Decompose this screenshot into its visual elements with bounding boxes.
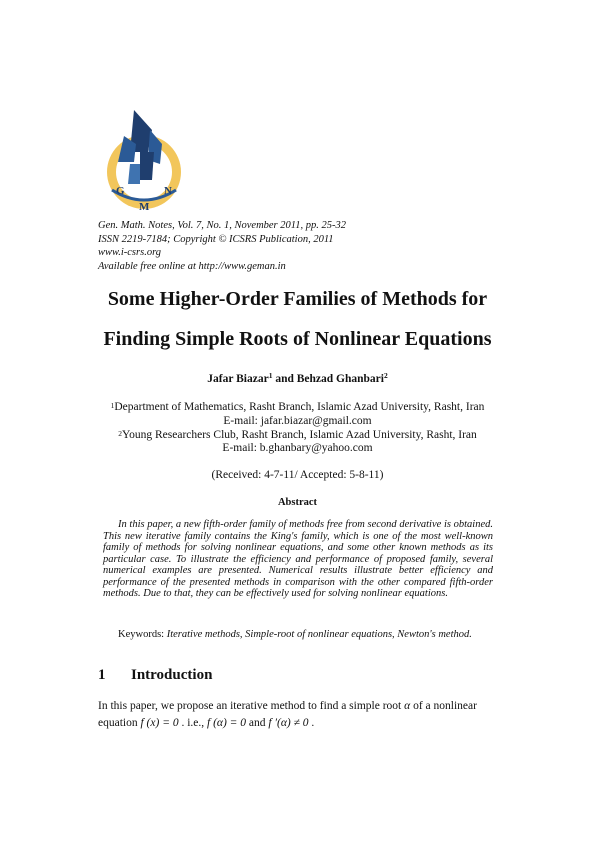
keywords-label: Keywords [118, 629, 162, 640]
intro-text: . i.e., [178, 717, 208, 729]
author-name: Behzad Ghanbari [296, 373, 384, 385]
journal-logo [104, 100, 184, 215]
author-affiliation-mark: 2 [383, 371, 388, 380]
logo-letter-n: N [164, 185, 172, 197]
affiliations [0, 401, 595, 456]
journal-info [98, 219, 346, 273]
section-heading [98, 667, 212, 684]
equation: f (α) = 0 [207, 717, 247, 729]
abstract-heading: Abstract [277, 497, 318, 508]
gmn-logo-graphic [104, 100, 184, 215]
affiliation-text: Young Researchers Club, Rasht Branch, Islamic Azad University, Rasht, Iran [121, 428, 477, 441]
abstract-text: In this paper, a new fifth-order family of methods free from second derivative is obtained. This new iterative family contains the King's family, which is one of the most well-known family of methods for solving nonlinear equations, and some other known methods as its particular case. To illustrate the efficiency and performance of proposed family, several numerical examples are presented. Numerical results illustrate better efficiency and performance of the presented methods in comparison with the other compared fifth-order methods. Due to that, they can be effectively used for solving nonlinear equations. [103, 519, 493, 599]
keywords-text: Iterative methods, Simple-root of nonlinear equations, Newton's method. [166, 629, 472, 640]
paper-title-line-1: Some Higher-Order Families of Methods for [107, 288, 488, 310]
section-number: 1 [98, 667, 106, 683]
affiliation-email[interactable]: E-mail: jafar.biazar@gmail.com [223, 414, 372, 427]
affiliation-mark: 2 [118, 428, 122, 438]
journal-availability[interactable]: Available free online at http://www.geman.in [98, 260, 286, 272]
intro-text: In this paper, we propose an iterative method to find a simple root [98, 700, 405, 712]
equation: f ′(α) ≠ 0 [268, 717, 309, 729]
journal-citation: Gen. Math. Notes, Vol. 7, No. 1, November 2011, pp. 25-32 [98, 220, 346, 231]
intro-text: and [246, 717, 269, 729]
equation: f (x) = 0 [140, 717, 179, 729]
intro-text: . [308, 717, 315, 729]
affiliation-line [0, 401, 595, 415]
author-joiner: and [272, 373, 297, 385]
author-affiliation-mark: 1 [268, 371, 273, 380]
logo-sail-low [128, 164, 140, 184]
section-title: Introduction [131, 667, 213, 683]
logo-letter-m: M [139, 201, 150, 213]
logo-letter-g: G [116, 185, 125, 197]
author-list [0, 373, 595, 385]
affiliation-line [0, 429, 595, 443]
affiliation-mark: 1 [110, 401, 115, 410]
intro-text: of a nonlinear equation [98, 700, 477, 729]
logo-sail-center [140, 152, 154, 180]
keywords: Keywords: Iterative methods, Simple-root of nonlinear equations, Newton's method. [118, 629, 472, 640]
intro-paragraph [98, 698, 498, 732]
journal-website[interactable]: www.i-csrs.org [98, 247, 162, 258]
received-dates: (Received: 4-7-11/ Accepted: 5-8-11) [211, 469, 384, 481]
affiliation-text: Department of Mathematics, Rasht Branch, Islamic Azad University, Rasht, Iran [114, 401, 485, 413]
affiliation-email[interactable]: E-mail: b.ghanbary@yahoo.com [222, 442, 373, 455]
root-symbol: α [404, 700, 411, 712]
journal-issn: ISSN 2219-7184; Copyright © ICSRS Publication, 2011 [98, 233, 334, 245]
author-name: Jafar Biazar [207, 373, 269, 385]
paper-title-line-2: Finding Simple Roots of Nonlinear Equations [103, 328, 492, 350]
